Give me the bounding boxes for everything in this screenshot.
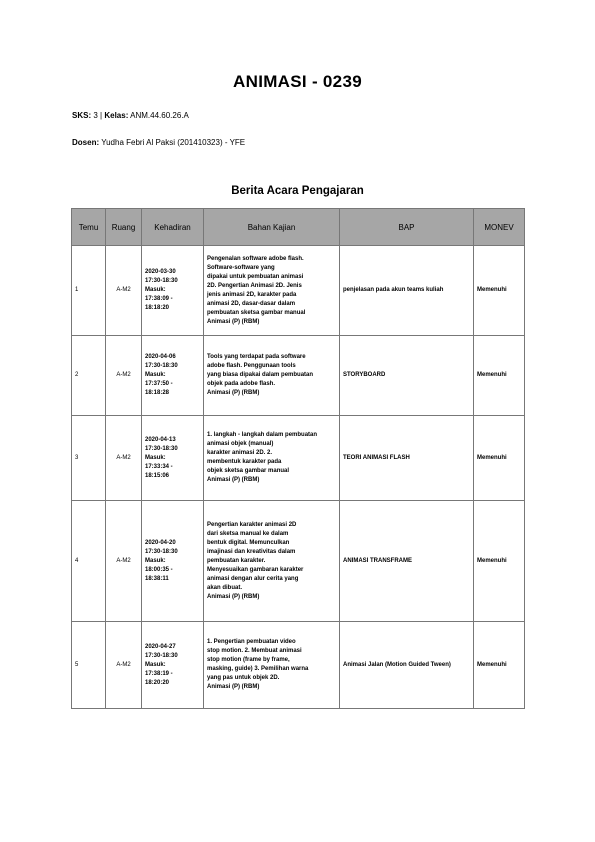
cell-monev: Memenuhi bbox=[474, 416, 525, 501]
bahan-line: Animasi (P) (RBM) bbox=[207, 684, 260, 690]
dosen-value: Yudha Febri Al Paksi (201410323) - YFE bbox=[101, 138, 246, 147]
bahan-line: membentuk karakter pada bbox=[207, 459, 282, 465]
cell-bap: Animasi Jalan (Motion Guided Tween) bbox=[340, 622, 474, 709]
kehadiran-line: 17:33:34 - bbox=[145, 463, 173, 470]
bahan-line: objek pada adobe flash. bbox=[207, 381, 276, 387]
kehadiran-line: 18:00:35 - bbox=[145, 566, 173, 573]
bahan-line: Animasi (P) (RBM) bbox=[207, 593, 260, 600]
cell-bap: TEORI ANIMASI FLASH bbox=[340, 416, 474, 501]
kehadiran-line: 17:30-18:30 bbox=[145, 652, 178, 659]
bahan-line: karakter animasi 2D. 2. bbox=[207, 450, 273, 456]
cell-bahan-kajian bbox=[204, 416, 340, 501]
bahan-line: stop motion (frame by frame, bbox=[207, 657, 290, 663]
kehadiran-line: 2020-04-20 bbox=[145, 539, 176, 546]
kehadiran-line: Masuk: bbox=[145, 454, 166, 461]
bahan-line: animasi 2D, dasar-dasar dalam bbox=[207, 300, 296, 307]
bahan-line: Tools yang terdapat pada software bbox=[207, 354, 306, 360]
column-header-bahan-kajian: Bahan Kajian bbox=[204, 209, 340, 246]
bahan-line: Menyesuaikan gambaran karakter bbox=[207, 566, 304, 573]
sks-value: 3 bbox=[93, 111, 98, 120]
bahan-line: 1. Pengertian pembuatan video bbox=[207, 639, 296, 645]
cell-monev: Memenuhi bbox=[474, 246, 525, 336]
kehadiran-line: 2020-04-06 bbox=[145, 354, 176, 360]
kehadiran-line: 18:15:06 bbox=[145, 472, 170, 479]
bahan-line: Pengenalan software adobe flash. bbox=[207, 255, 304, 262]
kehadiran-line: 17:30-18:30 bbox=[145, 445, 178, 452]
bahan-line: masking, guide) 3. Pemilihan warna bbox=[207, 666, 309, 672]
cell-bap: STORYBOARD bbox=[340, 336, 474, 416]
bahan-line: yang pas untuk objek 2D. bbox=[207, 675, 280, 681]
cell-bahan-kajian bbox=[204, 501, 340, 622]
bahan-line: 2D. Pengertian Animasi 2D. Jenis bbox=[207, 282, 302, 289]
table-row bbox=[72, 246, 525, 336]
bahan-line: stop motion. 2. Membuat animasi bbox=[207, 648, 302, 654]
column-header-kehadiran: Kehadiran bbox=[142, 209, 204, 246]
cell-monev: Memenuhi bbox=[474, 336, 525, 416]
bahan-line: dipakai untuk pembuatan animasi bbox=[207, 273, 304, 280]
cell-temu: 3 bbox=[72, 416, 106, 501]
bahan-line: objek sketsa gambar manual bbox=[207, 468, 290, 474]
bahan-line: pembuatan karakter. bbox=[207, 557, 266, 564]
kehadiran-line: Masuk: bbox=[145, 287, 166, 293]
bahan-line: yang biasa dipakai dalam pembuatan bbox=[207, 372, 314, 378]
kehadiran-line: Masuk: bbox=[145, 372, 166, 378]
cell-bahan-kajian bbox=[204, 246, 340, 336]
kehadiran-line: 17:30-18:30 bbox=[145, 363, 178, 369]
cell-monev: Memenuhi bbox=[474, 622, 525, 709]
cell-kehadiran bbox=[142, 416, 204, 501]
kehadiran-line: 17:30-18:30 bbox=[145, 548, 178, 555]
table-header-row bbox=[72, 209, 525, 246]
course-info-line bbox=[72, 111, 189, 120]
table-row bbox=[72, 622, 525, 709]
kehadiran-line: 18:20:20 bbox=[145, 679, 170, 686]
kehadiran-line: 17:38:09 - bbox=[145, 296, 173, 302]
cell-kehadiran bbox=[142, 336, 204, 416]
dosen-label: Dosen: bbox=[72, 138, 100, 147]
table-row bbox=[72, 416, 525, 501]
bahan-line: Animasi (P) (RBM) bbox=[207, 477, 260, 483]
cell-kehadiran bbox=[142, 501, 204, 622]
cell-ruang: A-M2 bbox=[106, 246, 142, 336]
bahan-line: animasi dengan alur cerita yang bbox=[207, 575, 299, 582]
cell-bap: ANIMASI TRANSFRAME bbox=[340, 501, 474, 622]
cell-kehadiran bbox=[142, 622, 204, 709]
kelas-label: Kelas: bbox=[104, 111, 129, 120]
cell-ruang: A-M2 bbox=[106, 416, 142, 501]
bahan-line: 1. langkah - langkah dalam pembuatan bbox=[207, 432, 318, 438]
cell-ruang: A-M2 bbox=[106, 336, 142, 416]
cell-bahan-kajian bbox=[204, 622, 340, 709]
kehadiran-line: 17:30-18:30 bbox=[145, 278, 178, 284]
cell-temu: 4 bbox=[72, 501, 106, 622]
kehadiran-line: 2020-04-13 bbox=[145, 436, 176, 443]
bahan-line: Software-software yang bbox=[207, 264, 275, 271]
cell-kehadiran bbox=[142, 246, 204, 336]
cell-monev: Memenuhi bbox=[474, 501, 525, 622]
cell-temu: 5 bbox=[72, 622, 106, 709]
document-title: ANIMASI - 0239 bbox=[233, 72, 362, 91]
kehadiran-line: Masuk: bbox=[145, 661, 166, 668]
cell-bahan-kajian bbox=[204, 336, 340, 416]
table-row bbox=[72, 501, 525, 622]
cell-ruang: A-M2 bbox=[106, 501, 142, 622]
sks-label: SKS: bbox=[72, 111, 92, 120]
teaching-report-table bbox=[71, 208, 525, 709]
cell-ruang: A-M2 bbox=[106, 622, 142, 709]
cell-temu: 1 bbox=[72, 246, 106, 336]
bahan-line: dari sketsa manual ke dalam bbox=[207, 530, 289, 537]
table-row bbox=[72, 336, 525, 416]
bahan-line: adobe flash. Penggunaan tools bbox=[207, 363, 296, 369]
kehadiran-line: 18:38:11 bbox=[145, 575, 169, 582]
kehadiran-line: 18:18:28 bbox=[145, 390, 170, 396]
kelas-value: ANM.44.60.26.A bbox=[130, 111, 189, 120]
bahan-line: Pengertian karakter animasi 2D bbox=[207, 521, 297, 528]
bahan-line: jenis animasi 2D, karakter pada bbox=[207, 291, 297, 298]
cell-bap: penjelasan pada akun teams kuliah bbox=[340, 246, 474, 336]
kehadiran-line: 17:38:19 - bbox=[145, 670, 173, 677]
kehadiran-line: 18:18:20 bbox=[145, 305, 170, 311]
bahan-line: Animasi (P) (RBM) bbox=[207, 318, 260, 325]
cell-temu: 2 bbox=[72, 336, 106, 416]
lecturer-info-line bbox=[72, 138, 245, 147]
bahan-line: imajinasi dan kreativitas dalam bbox=[207, 548, 296, 555]
column-header-ruang: Ruang bbox=[106, 209, 142, 246]
kehadiran-line: 17:37:50 - bbox=[145, 381, 173, 387]
section-title: Berita Acara Pengajaran bbox=[231, 185, 364, 197]
column-header-temu: Temu bbox=[72, 209, 106, 246]
info-separator: | bbox=[100, 111, 103, 120]
kehadiran-line: 2020-04-27 bbox=[145, 643, 176, 650]
kehadiran-line: 2020-03-30 bbox=[145, 269, 176, 275]
bahan-line: animasi objek (manual) bbox=[207, 441, 274, 447]
bahan-line: bentuk digital. Memunculkan bbox=[207, 539, 290, 546]
bahan-line: akan dibuat. bbox=[207, 584, 243, 591]
bahan-line: Animasi (P) (RBM) bbox=[207, 390, 260, 396]
column-header-monev: MONEV bbox=[474, 209, 525, 246]
kehadiran-line: Masuk: bbox=[145, 557, 166, 564]
bahan-line: pembuatan sketsa gambar manual bbox=[207, 309, 306, 316]
column-header-bap: BAP bbox=[340, 209, 474, 246]
